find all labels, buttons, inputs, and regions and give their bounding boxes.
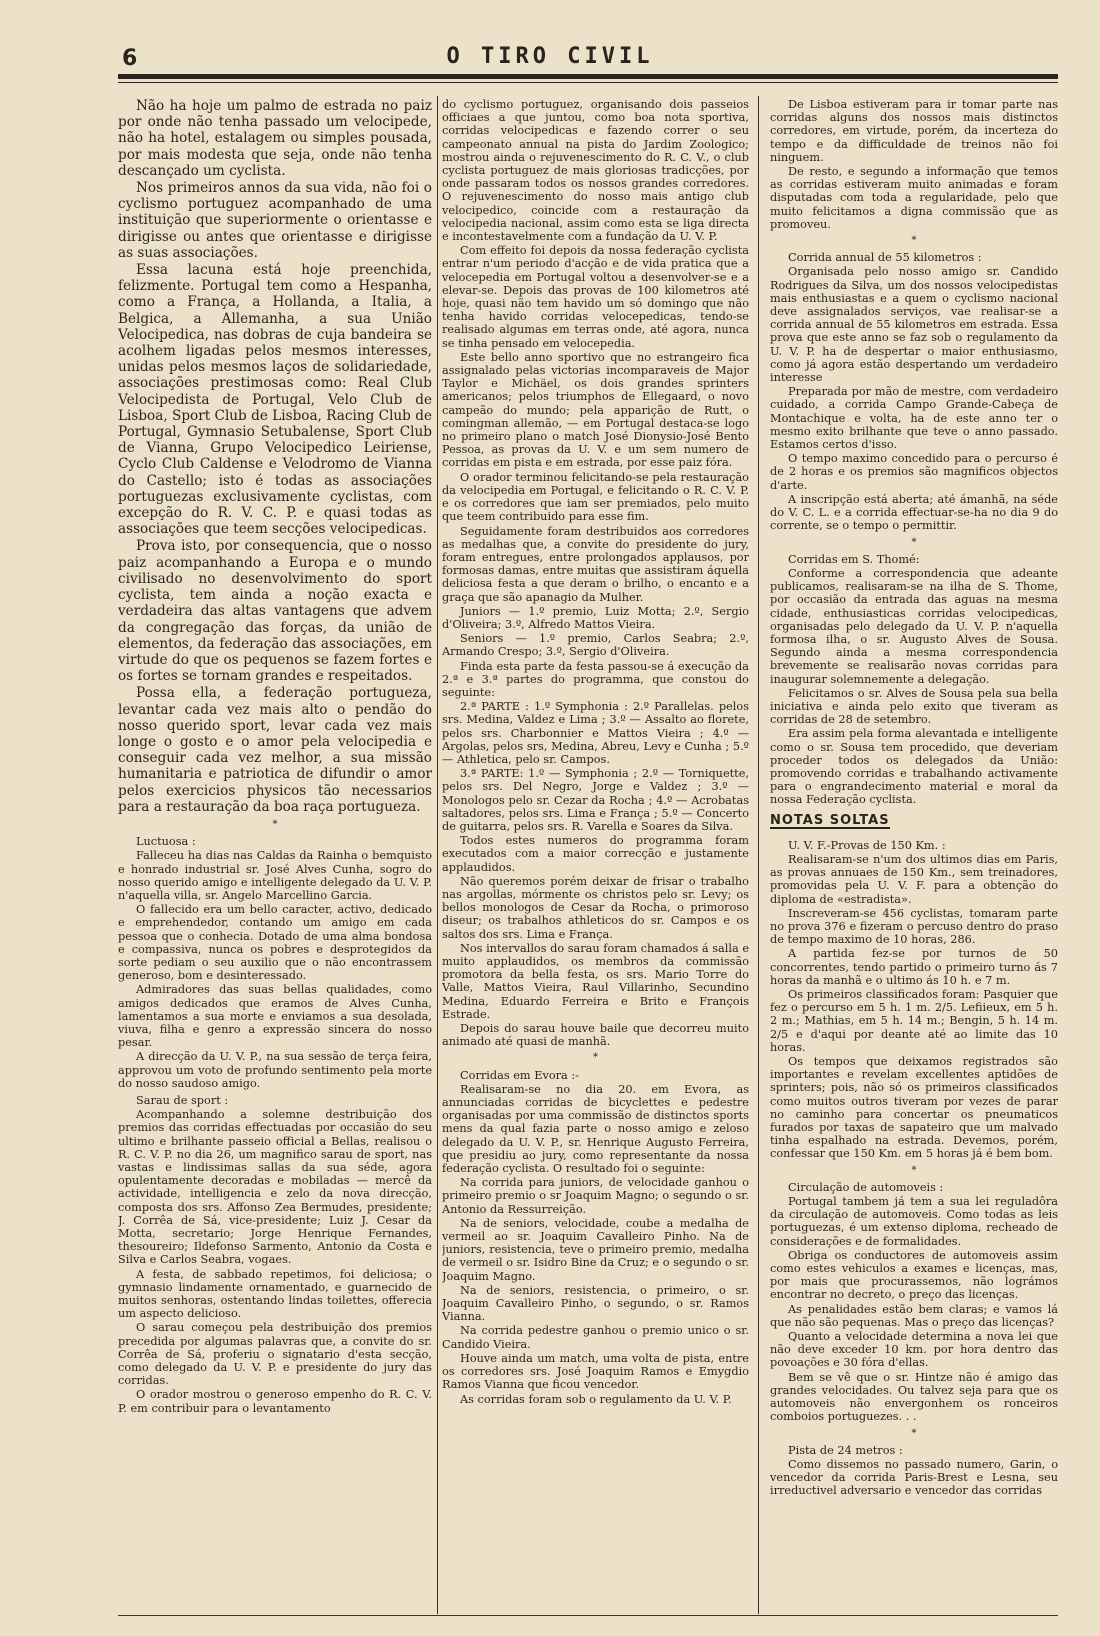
section-heading-evora: Corridas em Evora :- — [460, 1068, 579, 1082]
paragraph: Com effeito foi depois da nossa federação cyclista entrar n'um periodo d'acção e de vida pratica que a velocepedia em Portugal voltou a desenvolver-se e a elevar-se. Depois das provas de 100 kilometros até hoje, quasi não tem havido um só domingo que não tenha havido corridas velocepedicas, tendo-se realisado algumas em terras onde, até agora, nunca se tinha pensado em velocepedia. — [442, 244, 749, 350]
paragraph: Todos estes numeros do programma foram executados com a maior correcção e justamente applaudidos. — [442, 834, 749, 874]
column-1 — [118, 98, 432, 1612]
paragraph: Possa ella, a federação portugueza, levantar cada vez mais alto o pendão do nosso querido sport, levar cada vez mais longe o gosto e o amor pela velocipedia e conseguir cada vez melhor, a sua missão humanitaria e patriotica de difundir o amor pelos exercicios physicos tão necessarios para a restauração da boa raça portugueza. — [118, 685, 432, 815]
paragraph: Inscreveram-se 456 cyclistas, tomaram parte no prova 376 e fizeram o percuso dentro do praso de tempo maximo de 10 horas, 286. — [770, 906, 1058, 947]
section-heading-pista: Pista de 24 metros : — [788, 1443, 903, 1457]
paragraph: Não ha hoje um palmo de estrada no paiz por onde não tenha passado um velocipede, não ha hotel, estalagem ou simples pousada, por mais modesta que seja, onde não tenha descançado um cyclista. — [118, 98, 432, 179]
paragraph: Os tempos que deixamos registrados são importantes e revelam excellentes aptidões de sprinters; pois, não só os primeiros classificados como muitos outros tiveram por vezes de parar no caminho para concertar os pneumaticos furados por taxas de sapateiro que um malvado tinha espalhado na estrada. Devemos, porém, confessar que 150 Km. em 5 horas já é bem bom. — [770, 1055, 1058, 1161]
section-heading-sarau: Sarau de sport : — [136, 1094, 229, 1107]
paragraph: 2.ª PARTE : 1.º Symphonia : 2.º Parallelas. pelos srs. Medina, Valdez e Lima ; 3.º — Assalto ao florete, pelos srs. Charbonnier e Mattos Vieira ; 4.º — Argolas, pelos srs, Medina, Abreu, Levy e Cunha ; 5.º — Athletica, pelo sr. Campos. — [442, 700, 749, 766]
section-heading-s-thome: Corridas em S. Thomé: — [788, 552, 920, 566]
paragraph: O sarau começou pela destribuição dos premios precedida por algumas palavras que, a convite do sr. Corrêa de Sá, proferiu o signatario d'esta secção, como delegado da U. V. P. e presidente do jury das corridas. — [118, 1321, 432, 1388]
footer-rule — [118, 1615, 1058, 1616]
paragraph: Admiradores das suas bellas qualidades, como amigos dedicados que eramos de Alves Cunha, lamentamos a sua morte e enviamos a sua desolada, viuva, filha e genro a expressão sincera do nosso pesar. — [118, 983, 432, 1050]
paragraph: Era assim pela forma alevantada e intelligente como o sr. Sousa tem procedido, que deveriam proceder todos os delegados da União: promovendo corridas e trabalhando activamente para o engrandecimento material e moral da nossa Federação cyclista. — [770, 727, 1058, 807]
section-separator: * — [911, 1427, 917, 1439]
paragraph: Conforme a correspondencia que adeante publicamos, realisaram-se na ilha de S. Thome, por occasião da entrada das aguas na mesma cidade, enthusiasticas corridas velocipedicas, organisadas pelo delegado da U. V. P. n'aquella formosa ilha, o sr. Augusto Alves de Sousa. Segundo ainda a mesma correspondencia brevemente se realisarão novas corridas para inaugurar solemnemente a delegação. — [770, 566, 1058, 686]
section-heading-automoveis: Circulação de automoveis : — [788, 1180, 944, 1194]
page-number: 6 — [122, 46, 138, 71]
paragraph: Os primeiros classificados foram: Pasquier que fez o percurso em 5 h. 1 m. 2/5. Lefiieux, em 5 h. 2 m.; Mathias, em 5 h. 14 m.; Bengin, 5 h. 14 m. 2/5 e d'aqui por deante até ao limite das 10 horas. — [770, 988, 1058, 1054]
paragraph: Juniors — 1.º premio, Luiz Motta; 2.º, Sergio d'Oliveira; 3.º, Alfredo Mattos Vieira. — [442, 604, 749, 631]
section-heading-luctuosa: Luctuosa : — [136, 835, 196, 849]
paragraph: Depois do sarau houve baile que decorreu muito animado até quasi de manhã. — [442, 1022, 749, 1049]
paragraph: Quanto a velocidade determina a nova lei que não deve exceder 10 km. por hora dentro das povoações e 30 fóra d'ellas. — [770, 1330, 1058, 1370]
paragraph: Portugal tambem já tem a sua lei reguladôra da circulação de automoveis. Como todas as leis portuguezas, é um extenso diploma, recheado de considerações e de formalidades. — [770, 1195, 1058, 1248]
paragraph: Organisada pelo nosso amigo sr. Candido Rodrigues da Silva, um dos nossos velocipedistas mais enthusiastas e a quem o cyclismo nacional deve assignalados serviços, vae realisar-se a corrida annual de 55 kilometros em estrada. Essa prova que este anno se faz sob o regulamento da U. V. P. ha de despertar o maior enthusiasmo, como já agora estão despertando um verdadeiro interesse — [770, 265, 1058, 385]
header-rule-thick — [118, 74, 1058, 79]
header-rule-thin — [118, 82, 1058, 83]
paragraph: O orador terminou felicitando-se pela restauração da velocipedia em Portugal, e felicitando o R. C. V. P. e os corredores que iam ser premiados, pelo muito que teem contribuido para esse fim. — [442, 470, 749, 524]
paragraph: Prova isto, por consequencia, que o nosso paiz acompanhando a Europa e o mundo civilisado no desenvolvimento do sport cyclista, tem ainda a noção exacta e verdadeira das altas vantagens que advem da congregação das forças, da união de elementos, da federação das associações, em virtude do que os pequenos se fazem fortes e os fortes se tornam grandes e respeitados. — [118, 538, 432, 685]
section-separator: * — [272, 818, 278, 830]
section-separator: * — [911, 235, 917, 247]
paragraph: A direcção da U. V. P., na sua sessão de terça feira, approvou um voto de profundo sentimento pela morte do nosso saudoso amigo. — [118, 1050, 432, 1090]
paragraph: Como dissemos no passado numero, Garin, o vencedor da corrida Paris-Brest e Lesna, seu irreductivel adversario e vencedor das corridas — [770, 1457, 1058, 1498]
paragraph: Obriga os conductores de automoveis assim como estes vehiculos a exames e licenças, mas, por mais que procurassemos, não lográmos encontrar no decreto, o preço das licenças. — [770, 1248, 1058, 1302]
paragraph: 3.ª PARTE: 1.º — Symphonia ; 2.º — Torniquette, pelos srs. Del Negro, Jorge e Valdez ; 3.º — Monologos pelo sr. Cezar da Rocha ; 4.º — Acrobatas saltadores, pelos srs. Lima e França ; 5.º — Concerto de guitarra, pelos srs. R. Varella e Soares da Silva. — [442, 767, 749, 833]
column-2 — [442, 98, 749, 1612]
paragraph: Na corrida pedestre ganhou o premio unico o sr. Candido Vieira. — [442, 1324, 749, 1351]
section-heading-uvf: U. V. F.-Provas de 150 Km. : — [788, 838, 946, 852]
column-3 — [770, 98, 1058, 1612]
paragraph: Realisaram-se n'um dos ultimos dias em Paris, as provas annuaes de 150 Km., sem treinadores, promovidas pela U. V. F. para a obtenção do diploma de «estradista». — [770, 852, 1058, 906]
paragraph: Na de seniors, resistencia, o primeiro, o sr. Joaquim Cavalleiro Pinho, o segundo, o sr. Ramos Vianna. — [442, 1283, 749, 1324]
paragraph: Essa lacuna está hoje preenchida, felizmente. Portugal tem como a Hespanha, como a França, a Hollanda, a Italia, a Belgica, a Allemanha, a sua União Velocipedica, nas dobras de cuja bandeira se acolhem ligadas pelos mesmos interesses, unidas pelos mesmos laços de solidariedade, associações prestimosas como: Real Club Velocipedista de Portugal, Velo Club de Lisboa, Sport Club de Lisboa, Racing Club de Portugal, Gymnasio Setubalense, Sport Club de Vianna, Grupo Velocipedico Leiriense, Cyclo Club Caldense e Velodromo de Vianna do Castello; isto é todas as associações portuguezas exclusivamente cyclistas, com excepção do R. V. C. P. e quasi todas as associações que teem secções velocipedicas. — [118, 262, 432, 538]
paragraph: O tempo maximo concedido para o percurso é de 2 horas e os premios são magnificos objectos d'arte. — [770, 452, 1058, 492]
paragraph: Nos intervallos do sarau foram chamados á salla e muito applaudidos, os membros da commissão promotora da bella festa, os srs. Mario Torre do Valle, Mattos Vieira, Raul Villarinho, Secundino Medina, Eduardo Ferreira e Brito e François Estrade. — [442, 941, 749, 1021]
column-divider-1 — [437, 96, 438, 1614]
section-separator: * — [593, 1052, 598, 1064]
section-separator: * — [911, 536, 917, 548]
paragraph: A partida fez-se por turnos de 50 concorrentes, tendo partido o primeiro turno ás 7 horas da manhã e o ultimo ás 10 h. e 7 m. — [770, 947, 1058, 987]
paragraph: A inscripção está aberta; até ámanhã, na séde do V. C. L. e a corrida effectuar-se-ha no dia 9 do corrente, se o tempo o permittir. — [770, 492, 1058, 533]
paragraph: Na de seniors, velocidade, coube a medalha de vermeil ao sr. Joaquim Cavalleiro Pinho. Na de juniors, resistencia, teve o primeiro premio, medalha de vermeil o sr. Isidro Bine da Cruz; e o segundo o sr. Joaquim Magno. — [442, 1216, 749, 1283]
paragraph: Preparada por mão de mestre, com verdadeiro cuidado, a corrida Campo Grande-Cabeça de Montachique e volta, ha de este anno ter o mesmo exito brilhante que teve o anno passado. Estamos certos d'isso. — [770, 385, 1058, 452]
newspaper-title: O TIRO CIVIL — [446, 44, 654, 69]
paragraph: De resto, e segundo a informação que temos as corridas estiveram muito animadas e foram disputadas com toda a regularidade, pelo que muito felicitamos a digna commissão que as promoveu. — [770, 165, 1058, 231]
paragraph: Realisaram-se no dia 20. em Evora, as annunciadas corridas de bicyclettes e pedestre organisadas por uma commissão de distinctos sports mens da qual fazia parte o nosso amigo e zeloso delegado da U. V. P., sr. Henrique Augusto Ferreira, que presidiu ao jury, como representante da nossa federação cyclista. O resultado foi o seguinte: — [442, 1082, 749, 1176]
paragraph: Finda esta parte da festa passou-se á execução da 2.ª e 3.ª partes do programma, que constou do seguinte: — [442, 659, 749, 699]
paragraph: As corridas foram sob o regulamento da U. V. P. — [460, 1392, 732, 1406]
paragraph: Não queremos porém deixar de frisar o trabalho nas argollas, mórmente os christos pelo sr. Levy; os bellos monologos de Cesar da Rocha, o primoroso diseur; os trabalhos athleticos do sr. Campos e os saltos dos srs. Lima e França. — [442, 874, 749, 941]
paragraph: As penalidades estão bem claras; e vamos lá que não são pequenas. Mas o preço das licenças? — [770, 1302, 1058, 1329]
paragraph: Houve ainda um match, uma volta de pista, entre os corredores srs. José Joaquim Ramos e Emygdio Ramos Vianna que ficou vencedor. — [442, 1351, 749, 1392]
paragraph: De Lisboa estiveram para ir tomar parte nas corridas alguns dos nossos mais distinctos corredores, em virtude, porém, da incerteza do tempo e da difficuldade de treinos não foi ninguem. — [770, 98, 1058, 164]
paragraph: do cyclismo portuguez, organisando dois passeios officiaes a que juntou, como boa nota sportiva, corridas velocipedicas e fazendo correr o seu campeonato annual na pista do Jardim Zoologico; mostrou ainda o rejuvenescimento do R. C. V., o club cyclista portuguez de mais gloriosas tradicções, por onde passaram todos os nossos grandes corredores. O rejuvenescimento do nosso mais antigo club velocipedico, coincide com a restauração da velocipedia nacional, assim como esta se liga directa e incontestavelmente com a fundação da U. V. P. — [442, 98, 749, 244]
paragraph: Seguidamente foram destribuidos aos corredores as medalhas que, a convite do presidente do jury, foram entregues, entre prolongados applausos, por formosas damas, entre muitas que assistiram áquella deliciosa festa a que deram o brilho, o encanto e a graça que são apanagio da Mulher. — [442, 524, 749, 604]
paragraph: Seniors — 1.º premio, Carlos Seabra; 2.º, Armando Crespo; 3.º, Sergio d'Oliveira. — [442, 632, 749, 659]
paragraph: Nos primeiros annos da sua vida, não foi o cyclismo portuguez acompanhado de uma instituição que superiormente o orientasse e dirigisse ou antes que orientasse e dirigisse as suas associações. — [118, 180, 432, 261]
paragraph: O orador mostrou o generoso empenho do R. C. V. P. em contribuir para o levantamento — [118, 1388, 432, 1415]
paragraph: A festa, de sabbado repetimos, foi deliciosa; o gymnasio lindamente ornamentado, e guarnecido de muitos senhoras, ostentando lindas toilettes, offerecia um aspecto delicioso. — [118, 1267, 432, 1321]
column-divider-2 — [758, 96, 759, 1614]
paragraph: Felicitamos o sr. Alves de Sousa pela sua bella iniciativa e ainda pelo exito que tiveram as corridas de 28 de setembro. — [770, 686, 1058, 727]
paragraph: Falleceu ha dias nas Caldas da Rainha o bemquisto e honrado industrial sr. José Alves Cunha, sogro do nosso querido amigo e intelligente delegado da U. V. P. n'aquella villa, sr. Angelo Marcellino Garcia. — [118, 849, 432, 902]
paragraph: Acompanhando a solemne destribuição dos premios das corridas effectuadas por occasião do seu ultimo e brilhante passeio official a Bellas, realisou o R. C. V. P. no dia 26, um magnifico sarau de sport, nas vastas e lindissimas sallas da sua séde, agora opulentamente decoradas e mobiladas — mercê da actividade, intelligencia e zelo da nova direcção, composta dos srs. Affonso Zea Bermudes, presidente; J. Corrêa de Sá, vice-presidente; Luiz J. Cesar da Motta, secretario; Jorge Henrique Fernandes, thesoureiro; Ildefonso Sarmento, Antonio da Costa e Silva e Carlos Seabra, vogaes. — [118, 1108, 432, 1267]
page-header — [0, 0, 1100, 88]
paragraph: Este bello anno sportivo que no estrangeiro fica assignalado pelas victorias incomparaveis de Major Taylor e Michäel, os dois grandes sprinters americanos; pelos triumphos de Ellegaard, o novo campeão do mundo; pela apparição de Rutt, o comingman allemão, — em Portugal destaca-se logo no primeiro plano o match José Dionysio-José Bento Pessoa, as provas da U. V. e um sem numero de corridas em pista e em estrada, por esse paiz fóra. — [442, 350, 749, 470]
paragraph: Bem se vê que o sr. Hintze não é amigo das grandes velocidades. Ou talvez seja para que os automoveis não envergonhem os ronceiros comboios portuguezes. . . — [770, 1370, 1058, 1424]
section-heading-corrida-55km: Corrida annual de 55 kilometros : — [788, 251, 982, 265]
paragraph: O fallecido era um bello caracter, activo, dedicado e emprehendedor, contando um amigo em cada pessoa que o conhecia. Dotado de uma alma bondosa e compassiva, nunca os pobres e desprotegidos da sorte pediam o seu auxilio que o não encontrassem generoso, bom e desinteressado. — [118, 903, 432, 983]
notas-soltas-title: NOTAS SOLTAS — [770, 812, 890, 828]
paragraph: Na corrida para juniors, de velocidade ganhou o primeiro premio o sr Joaquim Magno; o segundo o sr. Antonio da Ressurreição. — [442, 1176, 749, 1216]
section-separator: * — [911, 1164, 917, 1176]
